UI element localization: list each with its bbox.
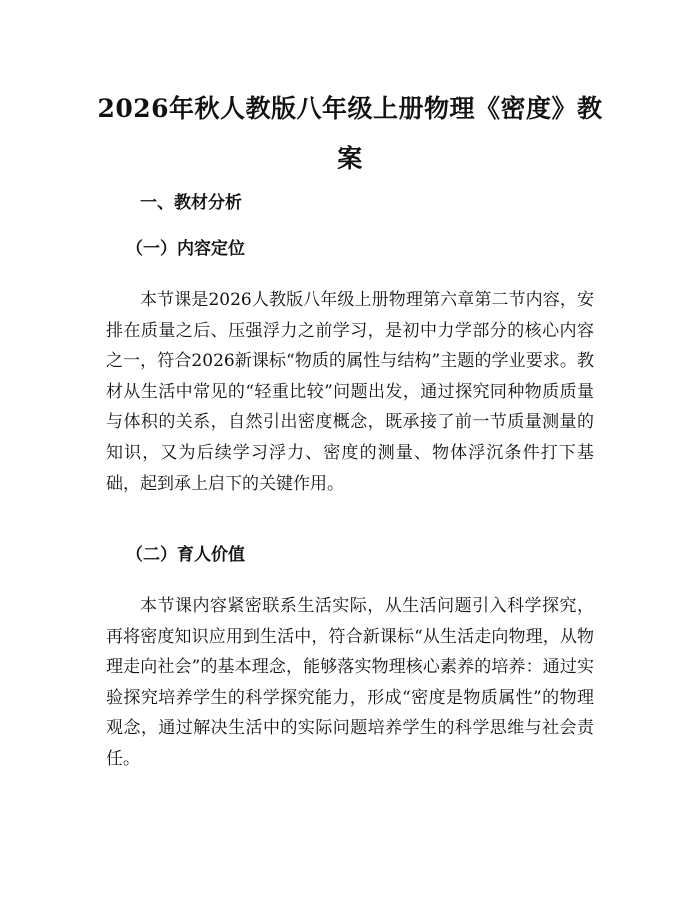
section-heading-textbook-analysis: 一、教材分析 [140,193,242,213]
subsection-heading-content-positioning: （一）内容定位 [126,239,245,259]
paragraph-content-positioning: 本节课是2026人教版八年级上册物理第六章第二节内容，安排在质量之后、压强浮力之前学习，是初中力学部分的核心内容之一，符合2026新课标“物质的属性与结构”主题的学业要求。教材从生活中常见的“轻重比较”问题出发，通过探究同种物质质量与体积的关系，自然引出密度概念，既承接了前一节质量测量的知识，又为后续学习浮力、密度的测量、物体浮沉条件打下基础，起到承上启下的关键作用。 [106,290,594,494]
document-title: 2026年秋人教版八年级上册物理《密度》教案 [97,94,603,173]
subsection-heading-educational-value: （二）育人价值 [126,545,245,565]
paragraph-educational-value: 本节课内容紧密联系生活实际，从生活问题引入科学探究，再将密度知识应用到生活中，符合新课标“从生活走向物理，从物理走向社会”的基本理念，能够落实物理核心素养的培养：通过实验探究培养学生的科学探究能力，形成“密度是物质属性”的物理观念，通过解决生活中的实际问题培养学生的科学思维与社会责任。 [106,596,594,769]
